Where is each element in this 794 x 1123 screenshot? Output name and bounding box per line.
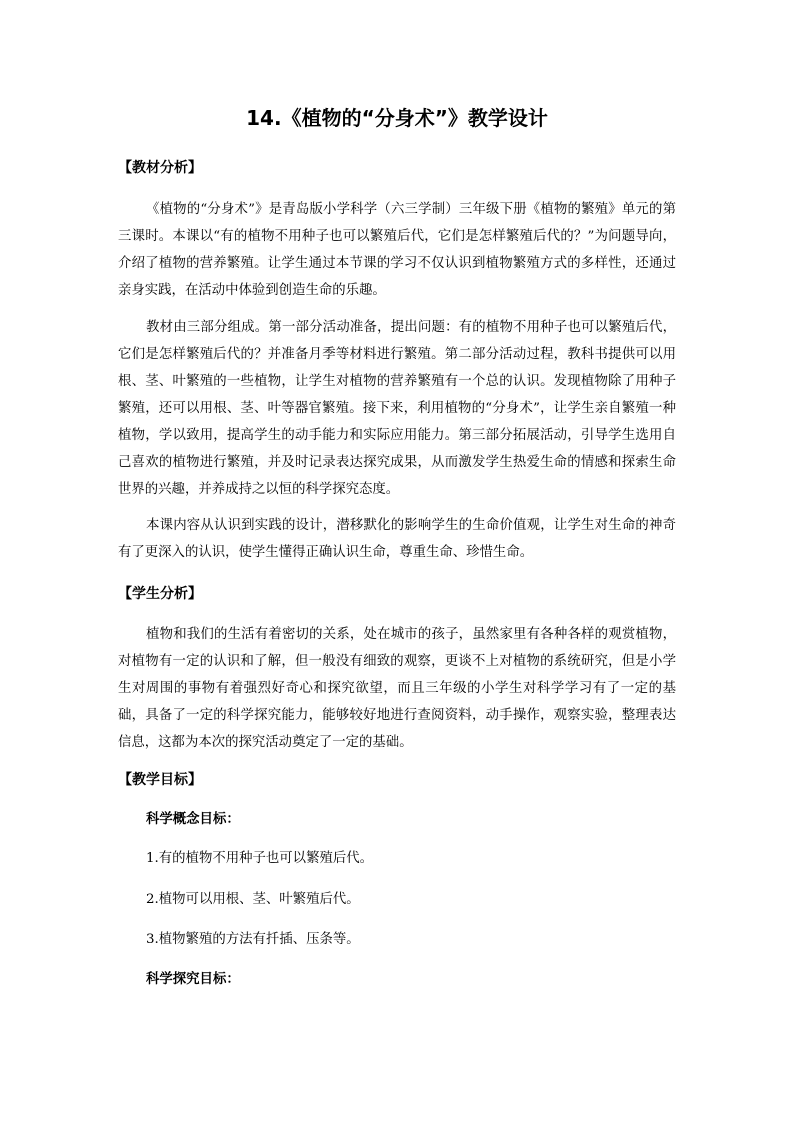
list-item-concept-1: 1.有的植物不用种子也可以繁殖后代。 xyxy=(146,851,374,866)
section-heading-teaching-goals: 【教学目标】 xyxy=(118,772,202,788)
document-title: 14.《植物的“分身术”》教学设计 xyxy=(246,106,548,130)
paragraph-textbook-2: 教材由三部分组成。第一部分活动准备，提出问题：有的植物不用种子也可以繁殖后代，它们是怎样繁殖后代的？并准备月季等材料进行繁殖。第二部分活动过程，教科书提供可以用根、茎、叶繁殖的一些植物，让学生对植物的营养繁殖有一个总的认识。发现植物除了用种子繁殖，还可以用根、茎、叶等器官繁殖。接下来，利用植物的“分身术”，让学生亲自繁殖一种植物，学以致用，提高学生的动手能力和实际应用能力。第三部分拓展活动，引导学生选用自己喜欢的植物进行繁殖，并及时记录表达探究成果，从而激发学生热爱生命的情感和探索生命世界的兴趣，并养成持之以恒的科学探究态度。 xyxy=(118,320,676,497)
list-item-concept-2: 2.植物可以用根、茎、叶繁殖后代。 xyxy=(146,892,360,907)
paragraph-textbook-3: 本课内容从认识到实践的设计，潜移默化的影响学生的生命价值观，让学生对生命的神奇有了更深入的认识，使学生懂得正确认识生命，尊重生命、珍惜生命。 xyxy=(118,518,676,560)
paragraph-student-1: 植物和我们的生活有着密切的关系，处在城市的孩子，虽然家里有各种各样的观赏植物，对植物有一定的认识和了解，但一般没有细致的观察，更谈不上对植物的系统研究，但是小学生对周围的事物有着强烈好奇心和探究欲望，而且三年级的小学生对科学学习有了一定的基础，具备了一定的科学探究能力，能够较好地进行查阅资料，动手操作，观察实验，整理表达信息，这都为本次的探究活动奠定了一定的基础。 xyxy=(118,627,676,750)
list-item-concept-3: 3.植物繁殖的方法有扦插、压条等。 xyxy=(146,932,360,947)
subheading-concept-goals: 科学概念目标： xyxy=(146,812,240,827)
paragraph-textbook-1: 《植物的“分身术”》是青岛版小学科学（六三学制）三年级下册《植物的繁殖》单元的第三课时。本课以“有的植物不用种子也可以繁殖后代，它们是怎样繁殖后代的？”为问题导向，介绍了植物的营养繁殖。让学生通过本节课的学习不仅认识到植物繁殖方式的多样性，还通过亲身实践，在活动中体验到创造生命的乐趣。 xyxy=(118,202,676,298)
subheading-inquiry-goals: 科学探究目标： xyxy=(146,972,240,987)
section-heading-student-analysis: 【学生分析】 xyxy=(118,586,202,602)
section-heading-textbook-analysis: 【教材分析】 xyxy=(118,160,202,176)
